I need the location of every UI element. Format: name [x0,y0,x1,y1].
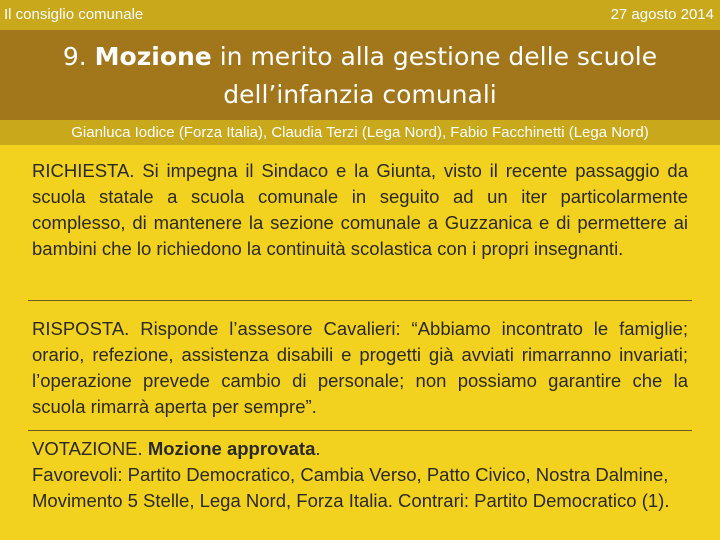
title-number: 9. [62,42,87,71]
page-title [0,38,720,114]
votazione-label: VOTAZIONE. [32,438,143,459]
risposta-paragraph: RISPOSTA. Risponde l’assesore Cavalieri: “Abbiamo incontrato le famiglie; orario, refezione, assistenza disabili e progetti già avviati rimarranno invariati; l’operazione prevede cambio di personale; non possiamo garantire che la scuola rimarrà aperta per sempre”. [32,318,688,417]
votazione-details: Favorevoli: Partito Democratico, Cambia Verso, Patto Civico, Nostra Dalmine, Movimento 5 Stelle, Lega Nord, Forza Italia. Contrari: Partito Democratico (1). [32,464,670,511]
top-bar [0,0,720,30]
votazione-period: . [315,438,321,459]
title-line1: in merito alla gestione delle scuole [219,42,658,71]
divider [28,430,692,431]
divider [28,300,692,301]
richiesta-paragraph: RICHIESTA. Si impegna il Sindaco e la Giunta, visto il recente passaggio da scuola statale a scuola comunale in seguito ad un iter particolarmente complesso, di mantenere la sezione comunale a Guzzanica e di permettere ai bambini che lo richiedono la continuità scolastica con i propri insegnanti. [32,160,688,259]
votazione-paragraph [32,436,688,514]
authors-bar: Gianluca Iodice (Forza Italia), Claudia Terzi (Lega Nord), Fabio Facchinetti (Lega Nord) [0,120,720,145]
date-label: 27 agosto 2014 [610,6,714,23]
title-bold: Mozione [94,42,212,71]
votazione-result: Mozione approvata [147,438,316,459]
section-label: Il consiglio comunale [4,6,144,23]
title-bar [0,30,720,120]
title-line2: dell’infanzia comunali [223,80,497,109]
